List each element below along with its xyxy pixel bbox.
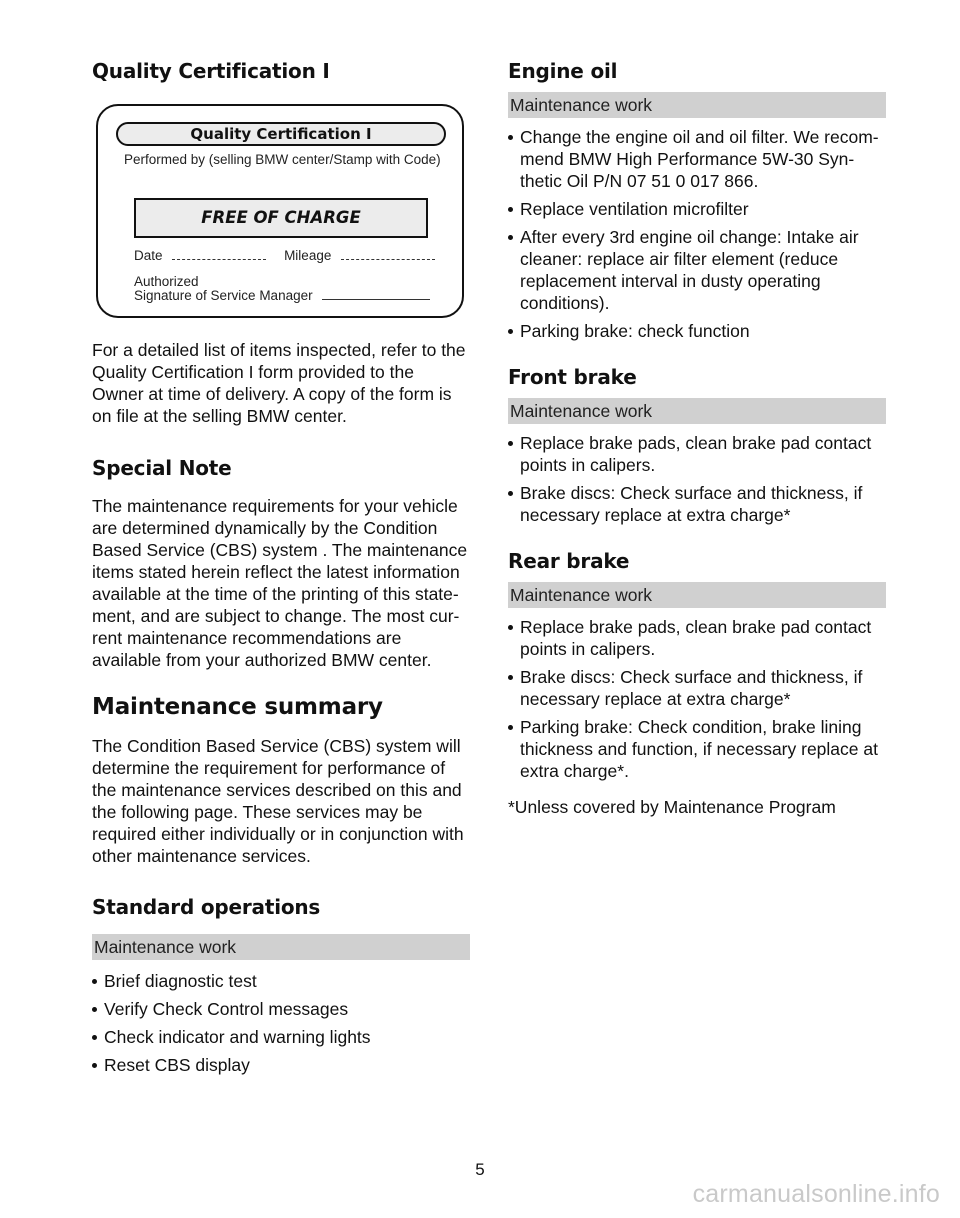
list-item-line: points in calipers. [520,455,656,475]
paragraph-line: ment, and are subject to change. The most cur- [92,606,460,626]
standard-maintenance-bar: Maintenance work [92,934,470,960]
rear-maintenance-bar: Maintenance work [508,582,886,608]
paragraph-line: determine the requirement for performance of [92,758,446,778]
date-mileage-row [134,248,435,263]
front-brake-list [508,432,886,526]
paragraph-line: the maintenance services described on this and [92,780,462,800]
list-item [508,616,886,660]
list-item-line: mend BMW High Performance 5W-30 Syn- [520,149,855,169]
list-item [508,666,886,710]
watermark: carmanualsonline.info [692,1180,940,1208]
front-maintenance-bar: Maintenance work [508,398,886,424]
special-note-heading: Special Note [92,456,232,480]
paragraph-line: The Condition Based Service (CBS) system will [92,736,461,756]
quality-certificate-form [96,104,464,318]
list-item-line: Brake discs: Check surface and thickness, if [520,483,863,503]
rear-brake-heading: Rear brake [508,549,630,573]
list-item-line: cleaner: replace air filter element (reduce [520,249,839,269]
list-item [508,126,886,192]
date-label: Date [134,248,163,263]
list-item-line: thickness and function, if necessary replace at [520,739,878,759]
list-item-line: Replace brake pads, clean brake pad contact [520,617,872,637]
paragraph-line: For a detailed list of items inspected, refer to the [92,340,466,360]
list-item-line: necessary replace at extra charge* [520,505,791,525]
mileage-label: Mileage [284,248,332,263]
list-item [508,482,886,526]
signature-row [134,288,430,303]
list-item: Brief diagnostic test [92,970,470,992]
list-item [508,226,886,314]
paragraph-line: Owner at time of delivery. A copy of the form is [92,384,452,404]
authorized-label: Authorized [134,274,199,289]
certificate-subtitle: Performed by (selling BMW center/Stamp with Code) [124,152,441,167]
date-line [172,249,266,260]
list-item: Reset CBS display [92,1054,470,1076]
standard-operations-heading: Standard operations [92,895,321,919]
list-item-line: Parking brake: Check condition, brake lining [520,717,862,737]
paragraph-line: Based Service (CBS) system . The maintenance [92,540,468,560]
free-of-charge-stamp: FREE OF CHARGE [134,198,428,238]
paragraph-line: the following page. These services may be [92,802,423,822]
paragraph-line: items stated herein reflect the latest information [92,562,460,582]
paragraph-line: The maintenance requirements for your vehicle [92,496,458,516]
paragraph-line: available at the time of the printing of this state- [92,584,459,604]
list-item-line: points in calipers. [520,639,656,659]
front-brake-heading: Front brake [508,365,637,389]
special-note-paragraph [92,495,470,671]
paragraph-line: required either individually or in conjunction with [92,824,464,844]
page-number: 5 [475,1160,485,1179]
list-item-line: extra charge*. [520,761,629,781]
list-item: Verify Check Control messages [92,998,470,1020]
paragraph-line: available from your authorized BMW center. [92,650,432,670]
list-item-line: Replace brake pads, clean brake pad contact [520,433,872,453]
right-column [508,56,886,818]
paragraph-line: other maintenance services. [92,846,311,866]
list-item [508,432,886,476]
list-item-line: thetic Oil P/N 07 51 0 017 866. [520,171,759,191]
engine-oil-list [508,126,886,342]
standard-operations-list [92,970,470,1076]
signature-line [322,289,430,300]
paragraph-line: are determined dynamically by the Condition [92,518,438,538]
list-item: Check indicator and warning lights [92,1026,470,1048]
list-item-line: Replace ventilation microfilter [520,199,749,219]
list-item-line: Parking brake: check function [520,321,750,341]
list-item-line: Change the engine oil and oil filter. We recom- [520,127,879,147]
paragraph-line: rent maintenance recommendations are [92,628,402,648]
list-item-line: replacement interval in dusty operating [520,271,821,291]
list-item [508,320,886,342]
list-item-line: After every 3rd engine oil change: Intake air [520,227,859,247]
signature-label: Signature of Service Manager [134,288,313,303]
list-item [508,198,886,220]
list-item-line: Brake discs: Check surface and thickness, if [520,667,863,687]
engine-maintenance-bar: Maintenance work [508,92,886,118]
list-item-line: necessary replace at extra charge* [520,689,791,709]
mileage-line [341,249,435,260]
paragraph-line: on file at the selling BMW center. [92,406,347,426]
maintenance-summary-heading: Maintenance summary [92,694,383,720]
left-column [92,56,470,1076]
engine-oil-heading: Engine oil [508,59,618,83]
rear-brake-list [508,616,886,782]
footnote: *Unless covered by Maintenance Program [508,797,836,817]
list-item [508,716,886,782]
certificate-title: Quality Certification I [116,122,446,146]
qc-paragraph [92,339,470,427]
paragraph-line: Quality Certification I form provided to the [92,362,414,382]
maintenance-summary-paragraph [92,735,470,867]
list-item-line: conditions). [520,293,610,313]
qc-heading: Quality Certification I [92,59,330,83]
